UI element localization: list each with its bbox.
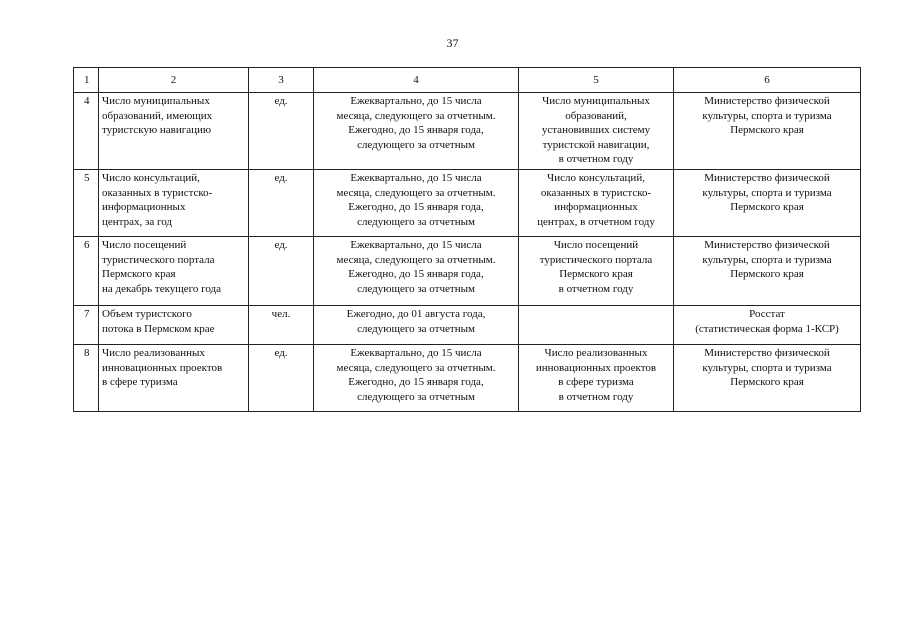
basis-cell — [519, 306, 674, 345]
period-cell: Ежеквартально, до 15 числа месяца, следующего за отчетным. Ежегодно, до 15 января года, следующего за отчетным — [314, 93, 519, 170]
table-row — [74, 93, 861, 170]
row-number-cell: 6 — [74, 237, 99, 306]
row-number-cell: 7 — [74, 306, 99, 345]
column-header: 2 — [99, 68, 249, 93]
unit-cell: ед. — [249, 170, 314, 237]
unit-cell: ед. — [249, 345, 314, 412]
table-header-row — [74, 68, 861, 93]
row-number-cell: 4 — [74, 93, 99, 170]
period-cell: Ежегодно, до 01 августа года, следующего за отчетным — [314, 306, 519, 345]
indicator-cell: Число реализованных инновационных проектов в сфере туризма — [99, 345, 249, 412]
period-cell: Ежеквартально, до 15 числа месяца, следующего за отчетным. Ежегодно, до 15 января года, следующего за отчетным — [314, 345, 519, 412]
table-row — [74, 237, 861, 306]
table-row — [74, 170, 861, 237]
indicators-table — [73, 67, 861, 412]
responsible-cell: Министерство физической культуры, спорта и туризма Пермского края — [674, 93, 861, 170]
table-row — [74, 345, 861, 412]
unit-cell: ед. — [249, 93, 314, 170]
column-header: 3 — [249, 68, 314, 93]
column-header: 1 — [74, 68, 99, 93]
responsible-cell: Министерство физической культуры, спорта и туризма Пермского края — [674, 170, 861, 237]
basis-cell: Число реализованных инновационных проектов в сфере туризма в отчетном году — [519, 345, 674, 412]
indicator-cell: Число муниципальных образований, имеющих туристскую навигацию — [99, 93, 249, 170]
indicator-cell: Число посещений туристического портала Пермского края на декабрь текущего года — [99, 237, 249, 306]
indicator-cell: Число консультаций, оказанных в туристско- информационных центрах, за год — [99, 170, 249, 237]
row-number-cell: 5 — [74, 170, 99, 237]
responsible-cell: Министерство физической культуры, спорта и туризма Пермского края — [674, 237, 861, 306]
basis-cell: Число муниципальных образований, установивших систему туристской навигации, в отчетном году — [519, 93, 674, 170]
indicator-cell: Объем туристского потока в Пермском крае — [99, 306, 249, 345]
row-number-cell: 8 — [74, 345, 99, 412]
period-cell: Ежеквартально, до 15 числа месяца, следующего за отчетным. Ежегодно, до 15 января года, следующего за отчетным — [314, 237, 519, 306]
unit-cell: ед. — [249, 237, 314, 306]
period-cell: Ежеквартально, до 15 числа месяца, следующего за отчетным. Ежегодно, до 15 января года, следующего за отчетным — [314, 170, 519, 237]
unit-cell: чел. — [249, 306, 314, 345]
responsible-cell: Министерство физической культуры, спорта и туризма Пермского края — [674, 345, 861, 412]
column-header: 5 — [519, 68, 674, 93]
column-header: 4 — [314, 68, 519, 93]
basis-cell: Число посещений туристического портала Пермского края в отчетном году — [519, 237, 674, 306]
responsible-cell: Росстат (статистическая форма 1-КСР) — [674, 306, 861, 345]
column-header: 6 — [674, 68, 861, 93]
basis-cell: Число консультаций, оказанных в туристско- информационных центрах, в отчетном году — [519, 170, 674, 237]
table-row — [74, 306, 861, 345]
page-number: 37 — [446, 36, 459, 50]
